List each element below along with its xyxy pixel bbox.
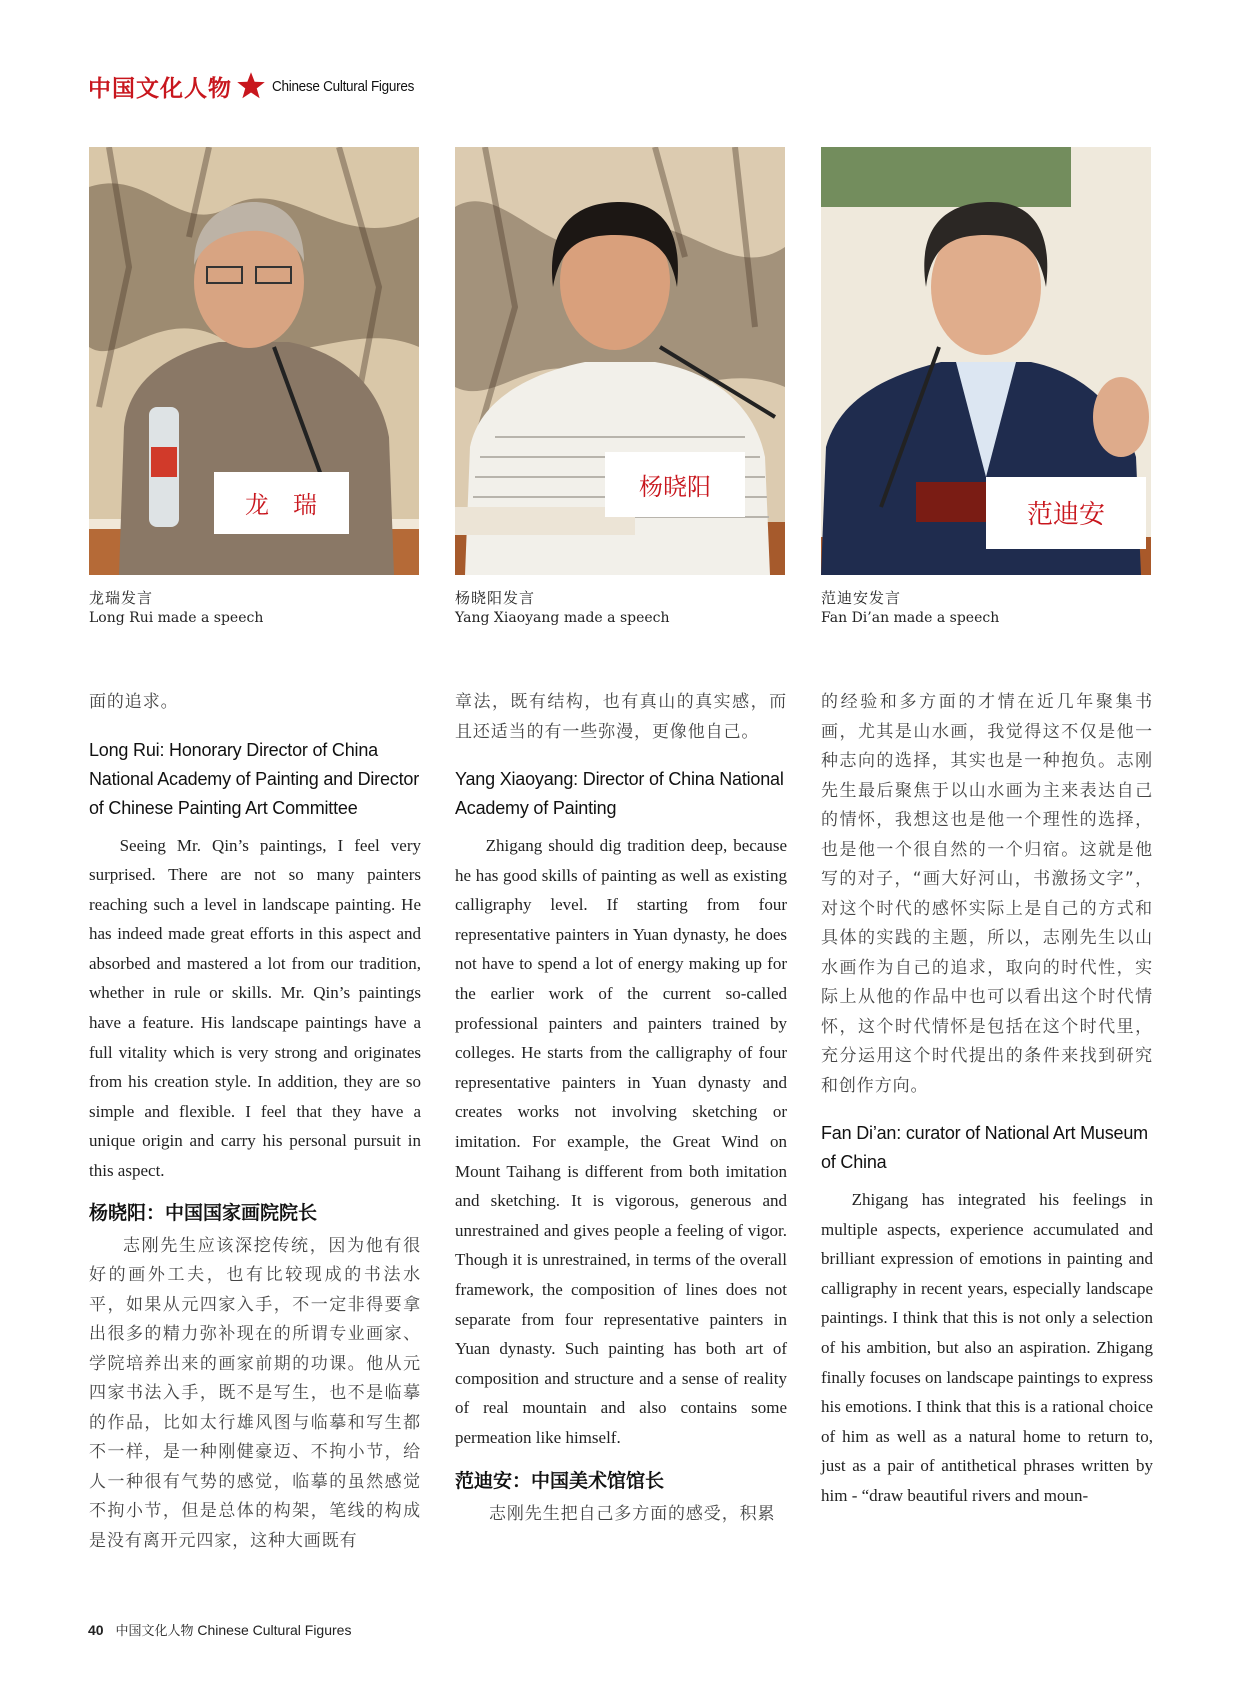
text-column-2 — [455, 688, 787, 1530]
caption-en: Long Rui made a speech — [89, 610, 264, 626]
section-heading-yang-xiaoyang-cn: 杨晓阳：中国国家画院院长 — [89, 1201, 318, 1224]
nameplate-text: 杨晓阳 — [639, 473, 711, 501]
photo-caption — [455, 588, 795, 628]
paragraph-cn: 面的追求。 — [89, 692, 179, 712]
paragraph-en: Seeing Mr. Qin’s paintings, I feel very surprised. There are not so many painters reaching such a level in landscape painting. He has indeed made great efforts in this aspect and absorbed and mastered a lot from our tradition, whether in rule or skills. Mr. Qin’s paintings have a feature. His landscape paintings have a full vitality which is very strong and originates from his creation style. In addition, they are so simple and flexible. I feel that they have a unique origin and carry his personal pursuit in this aspect. — [89, 835, 421, 1181]
caption-en: Yang Xiaoyang made a speech — [455, 610, 670, 626]
section-heading-fan-dian-cn: 范迪安：中国美术馆馆长 — [455, 1470, 665, 1493]
caption-en: Fan Di’an made a speech — [821, 610, 1000, 626]
star-icon — [236, 71, 266, 101]
paragraph-en: Zhigang should dig tradition deep, because he has good skills of painting as well as existing calligraphy level. If starting from four representative painters in Yuan dynasty, he does not have to spend a lot of energy making up for the earlier work of the current so-called professional painters and painters trained by colleges. He starts from the calligraphy of four representative painters in Yuan dynasty and creates works not involving sketching or imitation. For example, the Great Wind on Mount Taihang is different from both imitation and sketching. It is vigorous, generous and unrestrained and gives people a feeling of vigor. Though it is unrestrained, in terms of the overall framework, the composition of lines does not separate from four representative painters in Yuan dynasty. Such painting has both art of composition and structure and a sense of reality of real mountain and also contains some permeation like himself. — [455, 836, 787, 1447]
paragraph-cn: 志刚先生应该深挖传统，因为他有很好的画外工夫，也有比较现成的书法水平，如果从元四家入手，不一定非得要拿出很多的精力弥补现在的所谓专业画家、学院培养出来的画家前期的功课。他从元四家书法入手，既不是写生，也不是临摹的作品，比如太行雄风图与临摹和写生都不一样，是一种刚健豪迈、不拘小节，给人一种很有气势的感觉，临摹的虽然感觉不拘小节，但是总体的构架，笔线的构成是没有离开元四家，这种大画既有 — [89, 1235, 421, 1551]
caption-cn: 杨晓阳发言 — [455, 589, 536, 607]
photo-caption — [821, 588, 1161, 628]
paragraph-cn: 的经验和多方面的才情在近几年聚集书画，尤其是山水画，我觉得这不仅是他一种志向的选择，其实也是一种抱负。志刚先生最后聚焦于以山水画为主来表达自己的情怀，我想这也是他一个理性的选择，也是他一个很自然的一个归宿。这就是他写的对子，“画大好河山，书激扬文字”，对这个时代的感怀实际上是自己的方式和具体的实践的主题，所以，志刚先生以山水画作为自己的追求，取向的时代性，实际上从他的作品中也可以看出这个时代情怀，这个时代情怀是包括在这个时代里，充分运用这个时代提出的条件来找到研究和创作方向。 — [821, 692, 1153, 1096]
section-heading-fan-dian: Fan Di’an: curator of National Art Museum of China — [821, 1123, 1148, 1172]
paragraph-cn: 志刚先生把自己多方面的感受，积累 — [489, 1504, 776, 1525]
nameplate-text: 龙 瑞 — [245, 491, 317, 519]
text-column-3 — [821, 688, 1153, 1511]
section-heading-yang-xiaoyang: Yang Xiaoyang: Director of China National Academy of Painting — [455, 769, 784, 818]
caption-cn: 龙瑞发言 — [89, 589, 154, 607]
page-number: 40 — [88, 1622, 104, 1638]
footer-title-en: Chinese Cultural Figures — [197, 1622, 352, 1638]
paragraph-cn: 章法，既有结构，也有真山的真实感，而且还适当的有一些弥漫，更像他自己。 — [455, 692, 787, 742]
photo-long-rui — [89, 147, 419, 575]
brand-title-cn: 中国文化人物 — [88, 74, 232, 102]
page-footer — [88, 1620, 351, 1639]
photo-caption — [89, 588, 429, 628]
caption-cn: 范迪安发言 — [821, 589, 902, 607]
photo-yang-xiaoyang — [455, 147, 785, 575]
paragraph-en: Zhigang has integrated his feelings in multiple aspects, experience accumulated and brilliant expression of emotions in painting and calligraphy in recent years, especially landscape paintings. I think that this is not only a selection of his ambition, but also an aspiration. Zhigang finally focuses on landscape paintings to express his emotions. I think that this is a rational choice of him as well as a natural home to return to, just as a pair of antithetical phrases written by him - “draw beautiful rivers and moun- — [821, 1190, 1153, 1505]
photo-fan-dian — [821, 147, 1151, 575]
nameplate-text: 范迪安 — [1026, 500, 1106, 530]
magazine-header — [88, 70, 430, 102]
brand-title-en: Chinese Cultural Figures — [272, 77, 415, 95]
text-column-1 — [89, 688, 421, 1556]
footer-title-cn: 中国文化人物 — [115, 1624, 194, 1639]
section-heading-long-rui: Long Rui: Honorary Director of China National Academy of Painting and Director of Chinese Painting Art Committee — [89, 739, 419, 818]
